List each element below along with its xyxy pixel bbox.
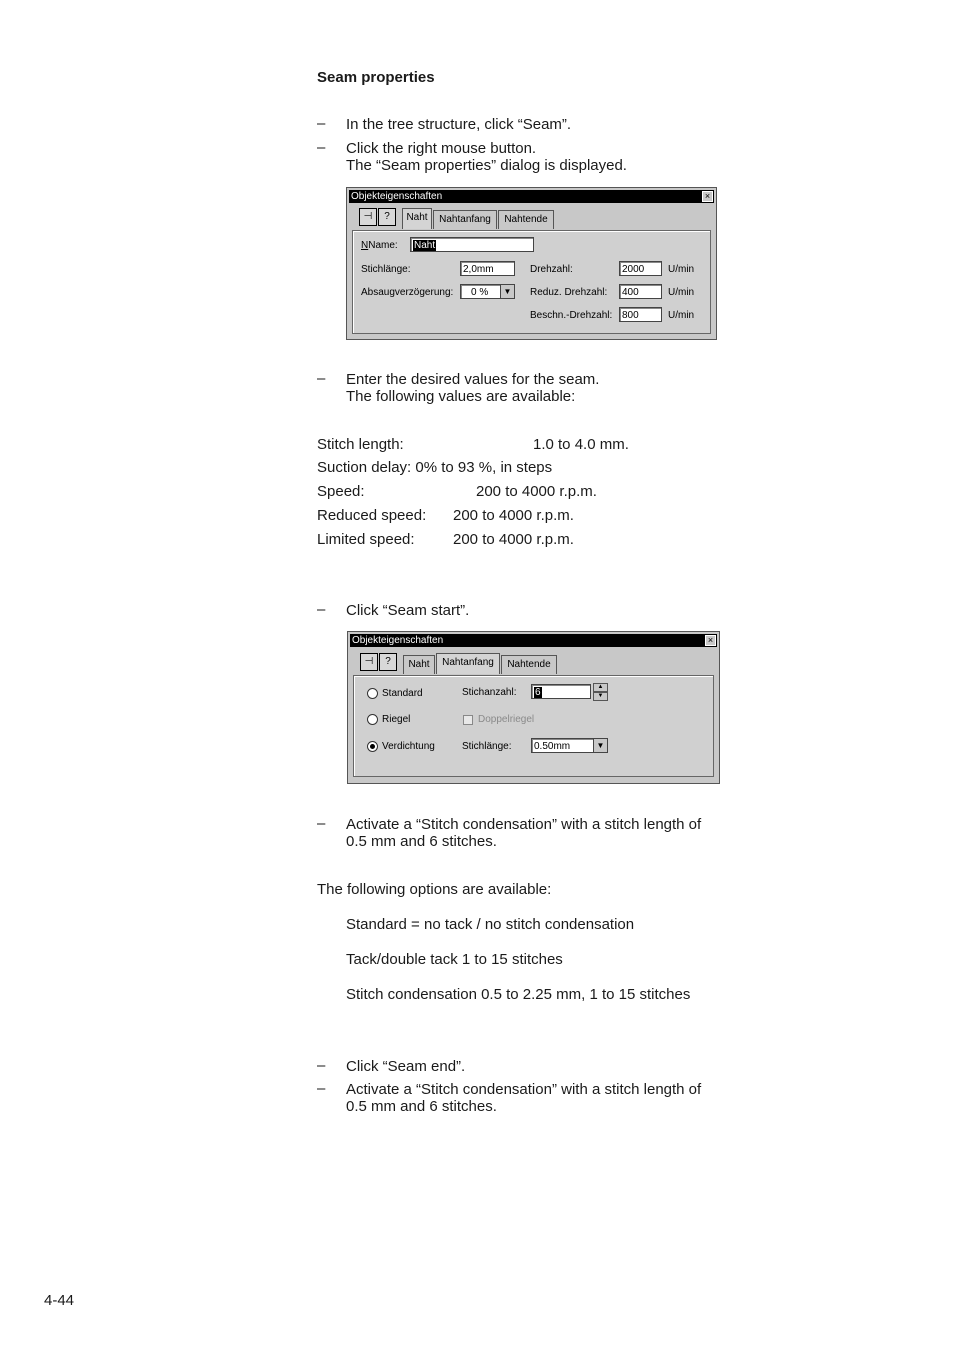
value-label: Speed: <box>317 483 365 500</box>
reduz-label: Reduz. Drehzahl: <box>530 287 608 298</box>
tab-nahtanfang[interactable]: Nahtanfang <box>436 653 500 674</box>
beschn-label: Beschn.-Drehzahl: <box>530 310 613 321</box>
value-range: 200 to 4000 r.p.m. <box>453 507 574 524</box>
unit-label: U/min <box>668 264 695 275</box>
tab-bar <box>400 655 570 675</box>
value-label: Suction delay: 0% to 93 %, in steps <box>317 459 553 476</box>
seam-start-dialog <box>347 631 720 784</box>
step-text: The “Seam properties” dialog is displayed. <box>346 157 627 174</box>
step-text: Click “Seam end”. <box>346 1058 466 1075</box>
step-text: Click “Seam start”. <box>346 602 470 619</box>
value-range: 200 to 4000 r.p.m. <box>476 483 597 500</box>
close-icon[interactable]: × <box>705 635 716 646</box>
value-label: Limited speed: <box>317 531 415 548</box>
tab-nahtende[interactable]: Nahtende <box>501 655 557 674</box>
name-input[interactable]: Naht <box>410 237 534 252</box>
page-number: 4-44 <box>44 1292 75 1309</box>
bullet-dash: – <box>317 601 326 618</box>
unit-label: U/min <box>668 287 695 298</box>
radio-riegel-label: Riegel <box>382 714 411 725</box>
bullet-dash: – <box>317 1057 326 1074</box>
step-text: 0.5 mm and 6 stitches. <box>346 1098 497 1115</box>
stichlaenge-input[interactable]: 2,0mm <box>460 261 515 276</box>
value-label: Stitch length: <box>317 436 404 453</box>
radio-standard-label: Standard <box>382 688 423 699</box>
radio-standard[interactable] <box>367 688 378 699</box>
bullet-dash: – <box>317 115 326 132</box>
drehzahl-input[interactable]: 2000 <box>619 261 662 276</box>
tab-naht[interactable]: Naht <box>403 655 435 674</box>
stichlaenge-label: Stichlänge: <box>361 264 411 275</box>
tab-nahtende[interactable]: Nahtende <box>498 210 554 229</box>
radio-verdichtung-label: Verdichtung <box>382 741 435 752</box>
step-text: Activate a “Stitch condensation” with a stitch length of <box>346 1081 702 1098</box>
bullet-dash: – <box>317 370 326 387</box>
stichlaenge-select[interactable]: 0.50mm ▼ <box>531 738 608 753</box>
bullet-dash: – <box>317 139 326 156</box>
close-icon[interactable]: × <box>702 191 713 202</box>
absaug-label: Absaugverzögerung: <box>361 287 454 298</box>
tab-panel-nahtanfang <box>353 675 714 777</box>
beschn-input[interactable]: 800 <box>619 307 662 322</box>
unit-label: U/min <box>668 310 695 321</box>
step-text: The following values are available: <box>346 388 576 405</box>
step-text: In the tree structure, click “Seam”. <box>346 116 572 133</box>
tab-nahtanfang[interactable]: Nahtanfang <box>433 210 497 229</box>
step-text: Click the right mouse button. <box>346 140 537 157</box>
drehzahl-label: Drehzahl: <box>530 264 573 275</box>
pin-icon[interactable]: ⊣ <box>359 208 377 226</box>
radio-riegel[interactable] <box>367 714 378 725</box>
tab-bar <box>399 210 559 230</box>
name-label: NName: <box>361 240 398 251</box>
value-range: 1.0 to 4.0 mm. <box>533 436 629 453</box>
tab-panel-naht <box>352 230 711 334</box>
chevron-down-icon[interactable]: ▼ <box>500 285 514 298</box>
radio-verdichtung[interactable] <box>367 741 378 752</box>
spin-down-icon[interactable]: ▼ <box>593 692 608 701</box>
chevron-down-icon[interactable]: ▼ <box>593 739 607 752</box>
bullet-dash: – <box>317 815 326 832</box>
seam-properties-dialog <box>346 187 717 340</box>
options-intro: The following options are available: <box>317 881 552 898</box>
doppelriegel-checkbox[interactable] <box>463 715 473 725</box>
value-range: 200 to 4000 r.p.m. <box>453 531 574 548</box>
help-icon[interactable]: ? <box>378 208 396 226</box>
step-text: Activate a “Stitch condensation” with a stitch length of <box>346 816 702 833</box>
dialog-title: Objekteigenschaften <box>349 190 714 203</box>
reduz-input[interactable]: 400 <box>619 284 662 299</box>
step-text: 0.5 mm and 6 stitches. <box>346 833 497 850</box>
option-item: Stitch condensation 0.5 to 2.25 mm, 1 to 15 stitches <box>346 986 691 1003</box>
dialog-title: Objekteigenschaften <box>350 634 717 647</box>
section-heading: Seam properties <box>317 69 435 86</box>
tab-naht[interactable]: Naht <box>402 208 432 229</box>
spin-up-icon[interactable]: ▲ <box>593 683 608 692</box>
bullet-dash: – <box>317 1080 326 1097</box>
stichlaenge-label: Stichlänge: <box>462 741 512 752</box>
doppelriegel-label: Doppelriegel <box>478 714 535 725</box>
option-item: Tack/double tack 1 to 15 stitches <box>346 951 563 968</box>
option-item: Standard = no tack / no stitch condensation <box>346 916 635 933</box>
value-label: Reduced speed: <box>317 507 427 524</box>
help-icon[interactable]: ? <box>379 653 397 671</box>
stichanzahl-label: Stichanzahl: <box>462 687 517 698</box>
stichanzahl-input[interactable]: 6 <box>531 684 591 699</box>
pin-icon[interactable]: ⊣ <box>360 653 378 671</box>
step-text: Enter the desired values for the seam. <box>346 371 600 388</box>
absaug-select[interactable]: 0 % ▼ <box>460 284 515 299</box>
